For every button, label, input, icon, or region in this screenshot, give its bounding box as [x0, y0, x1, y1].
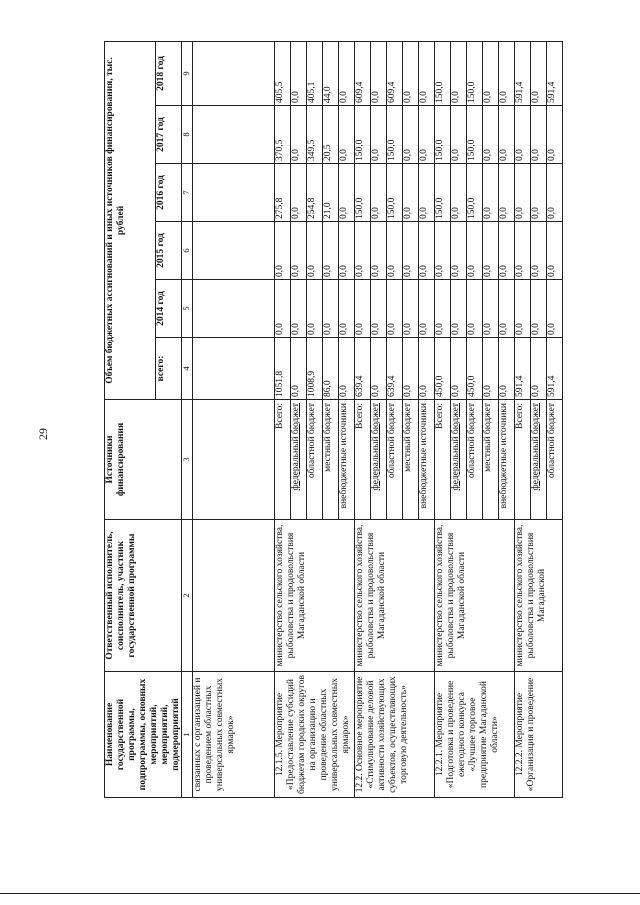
cell-2016: 0,0	[291, 164, 307, 222]
index-cell: 2	[182, 520, 193, 672]
cell-2018: 591,4	[547, 41, 563, 105]
funding-source: Всего:	[355, 400, 371, 520]
index-row	[182, 41, 193, 797]
continuation-row	[193, 41, 275, 797]
item-responsible: министерство сельского хозяйства, рыболовства и продовольствия Магаданской	[515, 520, 563, 672]
index-cell: 6	[182, 222, 193, 280]
cell-2014: 0,0	[291, 280, 307, 338]
item-name: 12.1.5. Мероприятие «Предоставление субсидий бюджетам городских округов на организацию и проведение областных универсальных совместных ярмарок»	[275, 672, 355, 798]
cell-2016: 0,0	[339, 164, 355, 222]
cell-2014: 0,0	[403, 280, 419, 338]
empty-cell	[193, 400, 275, 520]
index-cell: 7	[182, 164, 193, 222]
cell-2018: 0,0	[451, 41, 467, 105]
table-row	[515, 41, 531, 797]
cell-2018: 0,0	[531, 41, 547, 105]
cell-2018: 0,0	[499, 41, 515, 105]
cell-2016: 275,8	[275, 164, 291, 222]
cell-2017: 0,0	[371, 106, 387, 164]
empty-cell	[193, 520, 275, 672]
cell-2017: 150,0	[467, 106, 483, 164]
cell-2017: 370,5	[275, 106, 291, 164]
cell-2016: 0,0	[483, 164, 499, 222]
cell-2014: 0,0	[355, 280, 371, 338]
cell-2017: 0,0	[339, 106, 355, 164]
cell-2018: 0,0	[371, 41, 387, 105]
cell-2014: 0,0	[435, 280, 451, 338]
funding-source: областной бюджет	[307, 400, 323, 520]
table-row	[355, 41, 371, 797]
cell-2015: 0,0	[451, 222, 467, 280]
header-year-2017: 2017 год	[155, 106, 182, 164]
cell-total: 1051,8	[275, 338, 291, 400]
empty-cell	[193, 280, 275, 338]
cell-2015: 0,0	[515, 222, 531, 280]
funding-source: местный бюджет	[483, 400, 499, 520]
cell-total: 591,4	[515, 338, 531, 400]
cell-2017: 0,0	[515, 106, 531, 164]
cell-2017: 0,0	[291, 106, 307, 164]
cell-2017: 150,0	[355, 106, 371, 164]
cell-2015: 0,0	[307, 222, 323, 280]
empty-cell	[193, 41, 275, 105]
empty-cell	[193, 164, 275, 222]
cell-2015: 0,0	[291, 222, 307, 280]
cell-2014: 0,0	[483, 280, 499, 338]
header-name: Наименование государственной программы, подпрограммы, основных мероприятий, мероприятий, подмероприятий	[105, 672, 182, 798]
cell-2015: 0,0	[531, 222, 547, 280]
cell-2017: 0,0	[403, 106, 419, 164]
cell-2016: 150,0	[435, 164, 451, 222]
cell-2017: 150,0	[435, 106, 451, 164]
funding-source: местный бюджет	[403, 400, 419, 520]
cell-total: 0,0	[483, 338, 499, 400]
bottom-rule	[0, 893, 640, 894]
cell-2016: 0,0	[547, 164, 563, 222]
cell-2014: 0,0	[371, 280, 387, 338]
cell-2014: 0,0	[467, 280, 483, 338]
cell-2015: 0,0	[467, 222, 483, 280]
header-year-2016: 2016 год	[155, 164, 182, 222]
funding-source: областной бюджет	[467, 400, 483, 520]
cell-2017: 20,5	[323, 106, 339, 164]
cell-2015: 0,0	[419, 222, 435, 280]
cell-2014: 0,0	[419, 280, 435, 338]
cell-total: 591,4	[547, 338, 563, 400]
cell-total: 0,0	[403, 338, 419, 400]
rotated-table-container	[104, 42, 619, 798]
cell-2018: 150,0	[467, 41, 483, 105]
cell-2016: 0,0	[371, 164, 387, 222]
cell-total: 0,0	[339, 338, 355, 400]
cell-2015: 0,0	[435, 222, 451, 280]
header-responsible: Ответственный исполнитель, соисполнитель, участник государственной программы	[105, 520, 182, 672]
cell-2015: 0,0	[355, 222, 371, 280]
cell-2018: 405,5	[275, 41, 291, 105]
cell-total: 0,0	[419, 338, 435, 400]
cell-2018: 609,4	[355, 41, 371, 105]
empty-cell	[193, 222, 275, 280]
cell-2016: 0,0	[515, 164, 531, 222]
cell-2016: 0,0	[403, 164, 419, 222]
funding-source: Всего:	[515, 400, 531, 520]
index-cell: 9	[182, 41, 193, 105]
cell-2014: 0,0	[547, 280, 563, 338]
header-sources: Источники финансирования	[105, 400, 182, 520]
empty-cell	[193, 338, 275, 400]
page-number: 29	[36, 428, 50, 440]
header-volume: Объем бюджетных ассигнований и иных источников финансирования, тыс. рублей	[105, 41, 156, 399]
cell-2016: 0,0	[499, 164, 515, 222]
continuation-text: связанных с организацией и проведением областных универсальных совместных ярмарок»	[193, 672, 275, 798]
cell-total: 0,0	[531, 338, 547, 400]
cell-2017: 0,0	[419, 106, 435, 164]
cell-2014: 0,0	[339, 280, 355, 338]
cell-total: 639,4	[387, 338, 403, 400]
header-year-2014: 2014 год	[155, 280, 182, 338]
cell-2016: 0,0	[451, 164, 467, 222]
item-name: 12.2. Основное мероприятие «Стимулирование деловой активности хозяйствующих субъектов, осуществляющих торговую деятельность»	[355, 672, 435, 798]
cell-2018: 44,0	[323, 41, 339, 105]
cell-2016: 150,0	[355, 164, 371, 222]
cell-total: 0,0	[371, 338, 387, 400]
cell-2015: 0,0	[499, 222, 515, 280]
cell-2018: 150,0	[435, 41, 451, 105]
cell-2016: 0,0	[531, 164, 547, 222]
funding-source: Всего:	[275, 400, 291, 520]
funding-source: внебюджетные источники	[499, 400, 515, 520]
cell-2015: 0,0	[547, 222, 563, 280]
cell-2015: 0,0	[339, 222, 355, 280]
header-total: всего:	[155, 338, 182, 400]
cell-2015: 0,0	[483, 222, 499, 280]
cell-2017: 0,0	[547, 106, 563, 164]
cell-2018: 0,0	[403, 41, 419, 105]
cell-total: 0,0	[451, 338, 467, 400]
empty-cell	[193, 106, 275, 164]
header-year-2015: 2015 год	[155, 222, 182, 280]
cell-2014: 0,0	[275, 280, 291, 338]
item-responsible: министерство сельского хозяйства, рыболовства и продовольствия Магаданской области	[355, 520, 435, 672]
item-name: 12.2.1. Мероприятие «Подготовка и проведение ежегодного конкурса «Лучшее торговое предприятие Магаданской области»	[435, 672, 515, 798]
funding-source: федеральный бюджет	[291, 400, 307, 520]
cell-total: 450,0	[467, 338, 483, 400]
cell-2014: 0,0	[499, 280, 515, 338]
cell-total: 0,0	[291, 338, 307, 400]
header-year-2018: 2018 год	[155, 41, 182, 105]
cell-2018: 405,1	[307, 41, 323, 105]
cell-2018: 0,0	[291, 41, 307, 105]
cell-2014: 0,0	[515, 280, 531, 338]
cell-total: 1008,9	[307, 338, 323, 400]
cell-2016: 21,0	[323, 164, 339, 222]
cell-total: 0,0	[499, 338, 515, 400]
funding-source: федеральный бюджет	[451, 400, 467, 520]
cell-2015: 0,0	[387, 222, 403, 280]
funding-source: областной бюджет	[547, 400, 563, 520]
index-cell: 1	[182, 672, 193, 798]
cell-2018: 0,0	[419, 41, 435, 105]
funding-source: внебюджетные источники	[339, 400, 355, 520]
cell-2016: 150,0	[387, 164, 403, 222]
item-responsible: министерство сельского хозяйства, рыболовства и продовольствия Магаданской области	[435, 520, 515, 672]
cell-2016: 150,0	[467, 164, 483, 222]
table-row	[435, 41, 451, 797]
index-cell: 5	[182, 280, 193, 338]
cell-2014: 0,0	[531, 280, 547, 338]
cell-2014: 0,0	[323, 280, 339, 338]
cell-2017: 0,0	[499, 106, 515, 164]
cell-2016: 0,0	[419, 164, 435, 222]
cell-2014: 0,0	[451, 280, 467, 338]
cell-2018: 591,4	[515, 41, 531, 105]
index-cell: 3	[182, 400, 193, 520]
item-responsible: министерство сельского хозяйства, рыболовства и продовольствия Магаданской области	[275, 520, 355, 672]
cell-2015: 0,0	[403, 222, 419, 280]
table-header	[105, 41, 193, 797]
cell-total: 86,0	[323, 338, 339, 400]
funding-source: местный бюджет	[323, 400, 339, 520]
cell-2018: 609,4	[387, 41, 403, 105]
budget-table	[104, 41, 563, 798]
index-cell: 4	[182, 338, 193, 400]
table-body	[193, 41, 563, 797]
cell-2017: 0,0	[451, 106, 467, 164]
funding-source: областной бюджет	[387, 400, 403, 520]
funding-source: федеральный бюджет	[531, 400, 547, 520]
cell-total: 450,0	[435, 338, 451, 400]
funding-source: федеральный бюджет	[371, 400, 387, 520]
funding-source: внебюджетные источники	[419, 400, 435, 520]
item-name: 12.2.2. Мероприятие «Организация и проведение	[515, 672, 563, 798]
cell-2016: 254,8	[307, 164, 323, 222]
cell-2018: 0,0	[483, 41, 499, 105]
index-cell: 8	[182, 106, 193, 164]
cell-2018: 0,0	[339, 41, 355, 105]
funding-source: Всего:	[435, 400, 451, 520]
cell-2014: 0,0	[307, 280, 323, 338]
cell-total: 639,4	[355, 338, 371, 400]
cell-2017: 150,0	[387, 106, 403, 164]
cell-2014: 0,0	[387, 280, 403, 338]
table-row	[275, 41, 291, 797]
cell-2015: 0,0	[371, 222, 387, 280]
cell-2017: 0,0	[483, 106, 499, 164]
cell-2015: 0,0	[275, 222, 291, 280]
cell-2017: 349,5	[307, 106, 323, 164]
cell-2015: 0,0	[323, 222, 339, 280]
cell-2017: 0,0	[531, 106, 547, 164]
